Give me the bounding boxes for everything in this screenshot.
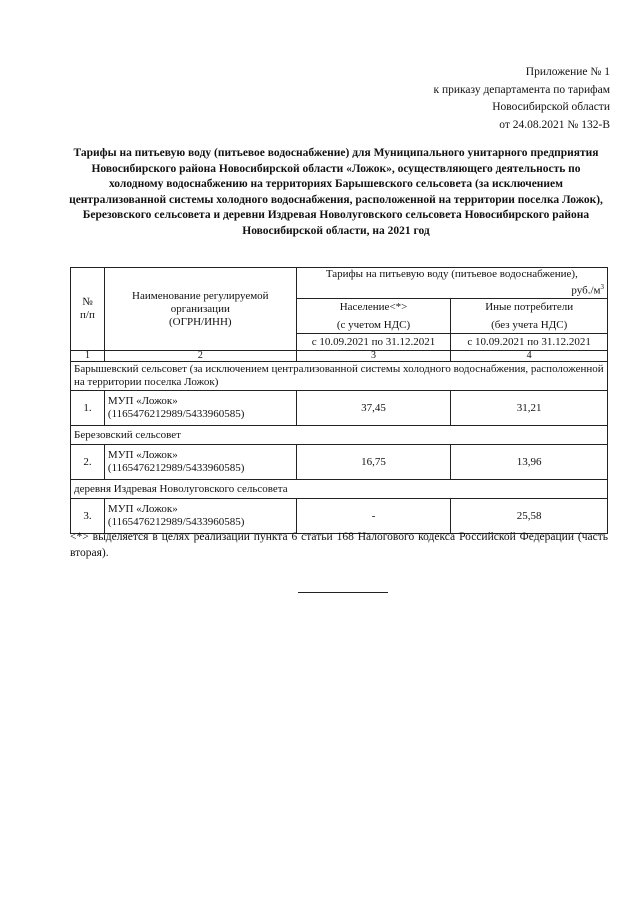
section-row: [71, 362, 608, 391]
appendix-line-4: от 24.08.2021 № 132-В: [499, 118, 610, 131]
header-row-1: [71, 268, 608, 299]
row-population-tariff: 16,75: [296, 445, 451, 480]
header-num: [71, 268, 105, 351]
row-org: [104, 445, 296, 480]
tariff-table: [70, 267, 608, 534]
header-other-line-1: Иные потребители: [485, 300, 574, 313]
footnote: <*> выделяется в целях реализации пункта 6 статьи 168 Налогового кодекса Российской Федерации (часть вторая).: [70, 531, 608, 559]
index-cell-2: 2: [104, 351, 296, 362]
appendix-line-2: к приказу департамента по тарифам: [433, 83, 610, 96]
row-num: 1.: [71, 391, 105, 426]
header-org-line-3: (ОГРН/ИНН): [169, 315, 232, 328]
header-population: [296, 299, 451, 334]
section-title: Березовский сельсовет: [71, 426, 608, 445]
appendix-line-3: Новосибирской области: [492, 101, 610, 113]
row-other-tariff: 13,96: [451, 445, 608, 480]
index-row: [71, 351, 608, 362]
row-population-tariff: -: [296, 499, 451, 534]
row-org-id: (1165476212989/5433960585): [107, 516, 245, 528]
header-tariff-unit-line: [300, 281, 604, 298]
row-org-name: МУП «Ложок»: [107, 503, 178, 515]
appendix-block: [433, 64, 610, 134]
header-tariff-group: [296, 268, 607, 299]
header-other-line-2: (без учета НДС): [491, 318, 568, 331]
header-num-line-1: №: [82, 296, 93, 308]
document-title: Тарифы на питьевую воду (питьевое водоснабжение) для Муниципального унитарного предприятия Новосибирского района Новосибирской области «Ложок», осуществляющего деятельность по холодному водоснабжению на территориях Барышевского сельсовета (за исключением централизованной системы холодного водоснабжения, расположенной на территории поселка Ложок), Березовского сельсовета и деревни Издревая Новолуговского сельсовета Новосибирского района Новосибирской области, на 2021 год: [69, 147, 603, 237]
header-tariff-group-text: Тарифы на питьевую воду (питьевое водоснабжение),: [325, 268, 578, 281]
header-org-line-2: организации: [170, 302, 230, 315]
row-other-tariff: 25,58: [451, 499, 608, 534]
section-title: деревня Издревая Новолуговского сельсовета: [71, 480, 608, 499]
row-org-name: МУП «Ложок»: [107, 449, 178, 461]
row-population-tariff: 37,45: [296, 391, 451, 426]
header-population-line-2: (с учетом НДС): [336, 318, 411, 331]
appendix-line-1: Приложение № 1: [525, 66, 610, 78]
row-org: [104, 391, 296, 426]
closing-rule: [298, 592, 388, 593]
row-num: 3.: [71, 499, 105, 534]
header-org-line-1: Наименование регулируемой: [132, 289, 269, 302]
header-other: [451, 299, 608, 334]
row-num: 2.: [71, 445, 105, 480]
table-row: [71, 445, 608, 480]
row-other-tariff: 31,21: [451, 391, 608, 426]
index-cell-3: 3: [296, 351, 451, 362]
header-population-line-1: Население<*>: [339, 300, 408, 313]
row-org-id: (1165476212989/5433960585): [107, 462, 245, 474]
header-num-line-2: п/п: [80, 309, 95, 321]
table-row: [71, 391, 608, 426]
table-row: [71, 499, 608, 534]
section-title: Барышевский сельсовет (за исключением централизованной системы холодного водоснабжения, расположенной на территории поселка Ложок): [71, 362, 608, 391]
header-tariff-unit-sup: 3: [600, 283, 604, 292]
section-row: [71, 480, 608, 499]
header-tariff-unit: руб./м: [571, 284, 601, 297]
header-period-other: с 10.09.2021 по 31.12.2021: [451, 334, 608, 351]
header-org: [104, 268, 296, 351]
index-cell-1: 1: [71, 351, 105, 362]
header-period-population: с 10.09.2021 по 31.12.2021: [296, 334, 451, 351]
index-cell-4: 4: [451, 351, 608, 362]
row-org-name: МУП «Ложок»: [107, 395, 178, 407]
row-org: [104, 499, 296, 534]
section-row: [71, 426, 608, 445]
row-org-id: (1165476212989/5433960585): [107, 408, 245, 420]
